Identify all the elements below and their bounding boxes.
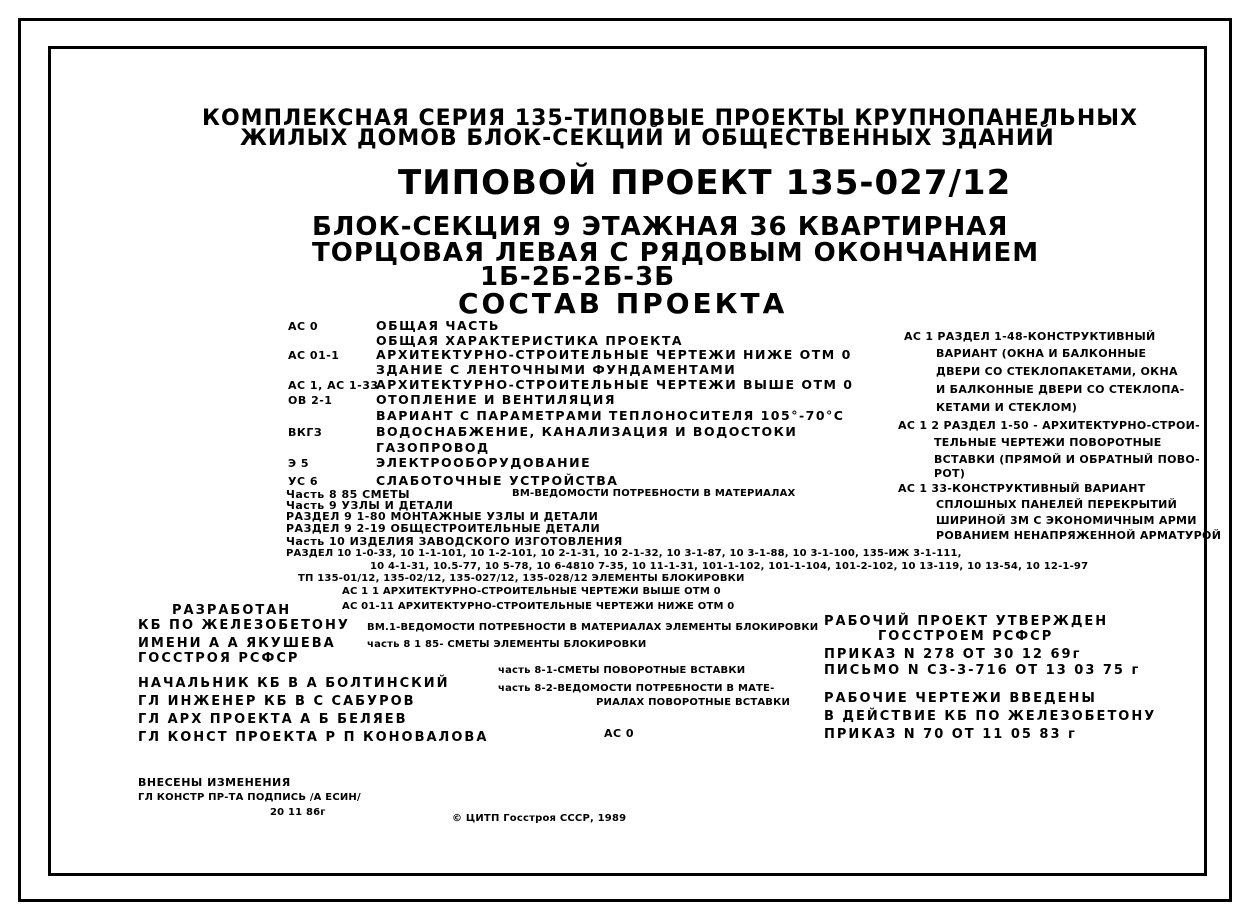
note-line: ВАРИАНТ (ОКНА И БАЛКОННЫЕ xyxy=(936,347,1147,360)
note-line: И БАЛКОННЫЕ ДВЕРИ СО СТЕКЛОПА- xyxy=(936,383,1185,396)
approval-line-7: ПРИКАЗ N 70 ОТ 11 05 83 г xyxy=(824,727,1077,742)
part-8-2-a: часть 8-2-ВЕДОМОСТИ ПОТРЕБНОСТИ В МАТЕ- xyxy=(498,683,775,694)
approval-line-1: РАБОЧИЙ ПРОЕКТ УТВЕРЖДЕН xyxy=(824,614,1109,629)
composition-text: ОБЩАЯ ЧАСТЬ xyxy=(376,318,500,333)
staff-line: НАЧАЛЬНИК КБ В А БОЛТИНСКИЙ xyxy=(138,676,450,691)
approval-line-4: ПИСЬМО N С3-3-716 ОТ 13 03 75 г xyxy=(824,663,1141,678)
as0-line: АС 0 xyxy=(604,727,635,740)
composition-code: ОВ 2-1 xyxy=(288,394,333,407)
copyright: © ЦИТП Госстроя СССР, 1989 xyxy=(452,813,627,824)
developer-title: РАЗРАБОТАН xyxy=(172,603,292,618)
changes-line-2: ГЛ КОНСТР ПР-ТА ПОДПИСЬ /А ЕСИН/ xyxy=(138,792,361,803)
note-line: АС 1 РАЗДЕЛ 1-48-КОНСТРУКТИВНЫЙ xyxy=(904,330,1156,343)
part-9: Часть 9 УЗЛЫ И ДЕТАЛИ xyxy=(286,499,454,512)
series-line-2: ЖИЛЫХ ДОМОВ БЛОК-СЕКЦИЙ И ОБЩЕСТВЕННЫХ ЗДАНИЙ xyxy=(240,126,1055,151)
composition-text: АРХИТЕКТУРНО-СТРОИТЕЛЬНЫЕ ЧЕРТЕЖИ НИЖЕ ОТМ 0 xyxy=(376,347,852,362)
razdel-10-b: 10 4-1-31, 10.5-77, 10 5-78, 10 6-4810 7-35, 10 11-1-31, 101-1-102, 101-1-104, 101-2-102, 10 13-119, 10 13-54, 10 12-1-97 xyxy=(370,561,1089,572)
note-line: РОВАНИЕМ НЕНАПРЯЖЕННОЙ АРМАТУРОЙ xyxy=(936,529,1222,542)
changes-line-3: 20 11 86г xyxy=(270,807,326,818)
note-line: ТЕЛЬНЫЕ ЧЕРТЕЖИ ПОВОРОТНЫЕ xyxy=(934,436,1162,449)
part-8-1: часть 8-1-СМЕТЫ ПОВОРОТНЫЕ ВСТАВКИ xyxy=(498,665,746,676)
note-line: АС 1 2 РАЗДЕЛ 1-50 - АРХИТЕКТУРНО-СТРОИ- xyxy=(898,419,1201,432)
note-line: АС 1 33-КОНСТРУКТИВНЫЙ ВАРИАНТ xyxy=(898,482,1146,495)
razdel-10-a: РАЗДЕЛ 10 1-0-33, 10 1-1-101, 10 1-2-101, 10 2-1-31, 10 2-1-32, 10 3-1-87, 10 3-1-88, 10 3-1-100, 135-ИЖ 3-1-111, xyxy=(286,548,962,559)
composition-code: АС 0 xyxy=(288,320,319,333)
composition-text: ВАРИАНТ С ПАРАМЕТРАМИ ТЕПЛОНОСИТЕЛЯ 105°-70°С xyxy=(376,408,845,423)
approval-line-3: ПРИКАЗ N 278 ОТ 30 12 69г xyxy=(824,647,1082,662)
developer-line-2: ИМЕНИ А А ЯКУШЕВА xyxy=(138,636,336,651)
approval-line-6: В ДЕЙСТВИЕ КБ ПО ЖЕЛЕЗОБЕТОНУ xyxy=(824,709,1157,724)
razdel-9-1: РАЗДЕЛ 9 1-80 МОНТАЖНЫЕ УЗЛЫ И ДЕТАЛИ xyxy=(286,510,599,523)
part-8-85: Часть 8 85 СМЕТЫ xyxy=(286,488,411,501)
note-line: СПЛОШНЫХ ПАНЕЛЕЙ ПЕРЕКРЫТИЙ xyxy=(936,498,1178,511)
series-line-1: КОМПЛЕКСНАЯ СЕРИЯ 135-ТИПОВЫЕ ПРОЕКТЫ КРУПНОПАНЕЛЬНЫХ xyxy=(202,106,1138,131)
part-8-2-b: РИАЛАХ ПОВОРОТНЫЕ ВСТАВКИ xyxy=(596,697,791,708)
section-line-2: ТОРЦОВАЯ ЛЕВАЯ С РЯДОВЫМ ОКОНЧАНИЕМ xyxy=(312,238,1040,268)
composition-code: Э 5 xyxy=(288,457,310,470)
staff-line: ГЛ АРХ ПРОЕКТА А Б БЕЛЯЕВ xyxy=(138,712,408,727)
note-line: РОТ) xyxy=(934,467,966,480)
note-line: КЕТАМИ И СТЕКЛОМ) xyxy=(936,401,1078,414)
developer-line-1: КБ ПО ЖЕЛЕЗОБЕТОНУ xyxy=(138,618,350,633)
composition-code: УС 6 xyxy=(288,475,319,488)
note-line: ДВЕРИ СО СТЕКЛОПАКЕТАМИ, ОКНА xyxy=(936,365,1178,378)
composition-text: ВОДОСНАБЖЕНИЕ, КАНАЛИЗАЦИЯ И ВОДОСТОКИ xyxy=(376,424,798,439)
section-line-1: БЛОК-СЕКЦИЯ 9 ЭТАЖНАЯ 36 КВАРТИРНАЯ xyxy=(312,212,1009,242)
note-line: ШИРИНОЙ 3М С ЭКОНОМИЧНЫМ АРМИ xyxy=(936,514,1197,527)
composition-text: ЗДАНИЕ С ЛЕНТОЧНЫМИ ФУНДАМЕНТАМИ xyxy=(376,362,737,377)
developer-line-3: ГОССТРОЯ РСФСР xyxy=(138,651,300,666)
composition-text: ЭЛЕКТРООБОРУДОВАНИЕ xyxy=(376,455,592,470)
approval-line-5: РАБОЧИЕ ЧЕРТЕЖИ ВВЕДЕНЫ xyxy=(824,691,1097,706)
razdel-9-2: РАЗДЕЛ 9 2-19 ОБЩЕСТРОИТЕЛЬНЫЕ ДЕТАЛИ xyxy=(286,522,601,535)
section-line-3: 1Б-2Б-2Б-3Б xyxy=(480,262,676,292)
composition-code: АС 1, АС 1-33 xyxy=(288,379,379,392)
staff-line: ГЛ ИНЖЕНЕР КБ В С САБУРОВ xyxy=(138,694,416,709)
staff-line: ГЛ КОНСТ ПРОЕКТА Р П КОНОВАЛОВА xyxy=(138,730,489,745)
as11-line: АС 1 1 АРХИТЕКТУРНО-СТРОИТЕЛЬНЫЕ ЧЕРТЕЖИ ВЫШЕ ОТМ 0 xyxy=(342,586,721,597)
project-title: ТИПОВОЙ ПРОЕКТ 135-027/12 xyxy=(398,163,1012,203)
part-8185: часть 8 1 85- СМЕТЫ ЭЛЕМЕНТЫ БЛОКИРОВКИ xyxy=(367,639,647,650)
changes-line-1: ВНЕСЕНЫ ИЗМЕНЕНИЯ xyxy=(138,776,291,789)
composition-code: ВКГЗ xyxy=(288,426,323,439)
tp-line: ТП 135-01/12, 135-02/12, 135-027/12, 135-028/12 ЭЛЕМЕНТЫ БЛОКИРОВКИ xyxy=(298,573,745,584)
vm1-line: ВМ.1-ВЕДОМОСТИ ПОТРЕБНОСТИ В МАТЕРИАЛАХ ЭЛЕМЕНТЫ БЛОКИРОВКИ xyxy=(367,622,819,633)
composition-text: ГАЗОПРОВОД xyxy=(376,440,490,455)
composition-code: АС 01-1 xyxy=(288,349,340,362)
approval-line-2: ГОССТРОЕМ РСФСР xyxy=(878,629,1054,644)
composition-text: СЛАБОТОЧНЫЕ УСТРОЙСТВА xyxy=(376,473,619,488)
part-10: Часть 10 ИЗДЕЛИЯ ЗАВОДСКОГО ИЗГОТОВЛЕНИЯ xyxy=(286,535,623,548)
vm-line: ВМ-ВЕДОМОСТИ ПОТРЕБНОСТИ В МАТЕРИАЛАХ xyxy=(512,488,796,499)
composition-text: АРХИТЕКТУРНО-СТРОИТЕЛЬНЫЕ ЧЕРТЕЖИ ВЫШЕ ОТМ 0 xyxy=(376,377,854,392)
composition-text: ОТОПЛЕНИЕ И ВЕНТИЛЯЦИЯ xyxy=(376,392,616,407)
note-line: ВСТАВКИ (ПРЯМОЙ И ОБРАТНЫЙ ПОВО- xyxy=(934,453,1200,466)
as0111-line: АС 01-11 АРХИТЕКТУРНО-СТРОИТЕЛЬНЫЕ ЧЕРТЕЖИ НИЖЕ ОТМ 0 xyxy=(342,601,735,612)
composition-text: ОБЩАЯ ХАРАКТЕРИСТИКА ПРОЕКТА xyxy=(376,333,684,348)
composition-title: СОСТАВ ПРОЕКТА xyxy=(458,287,788,320)
